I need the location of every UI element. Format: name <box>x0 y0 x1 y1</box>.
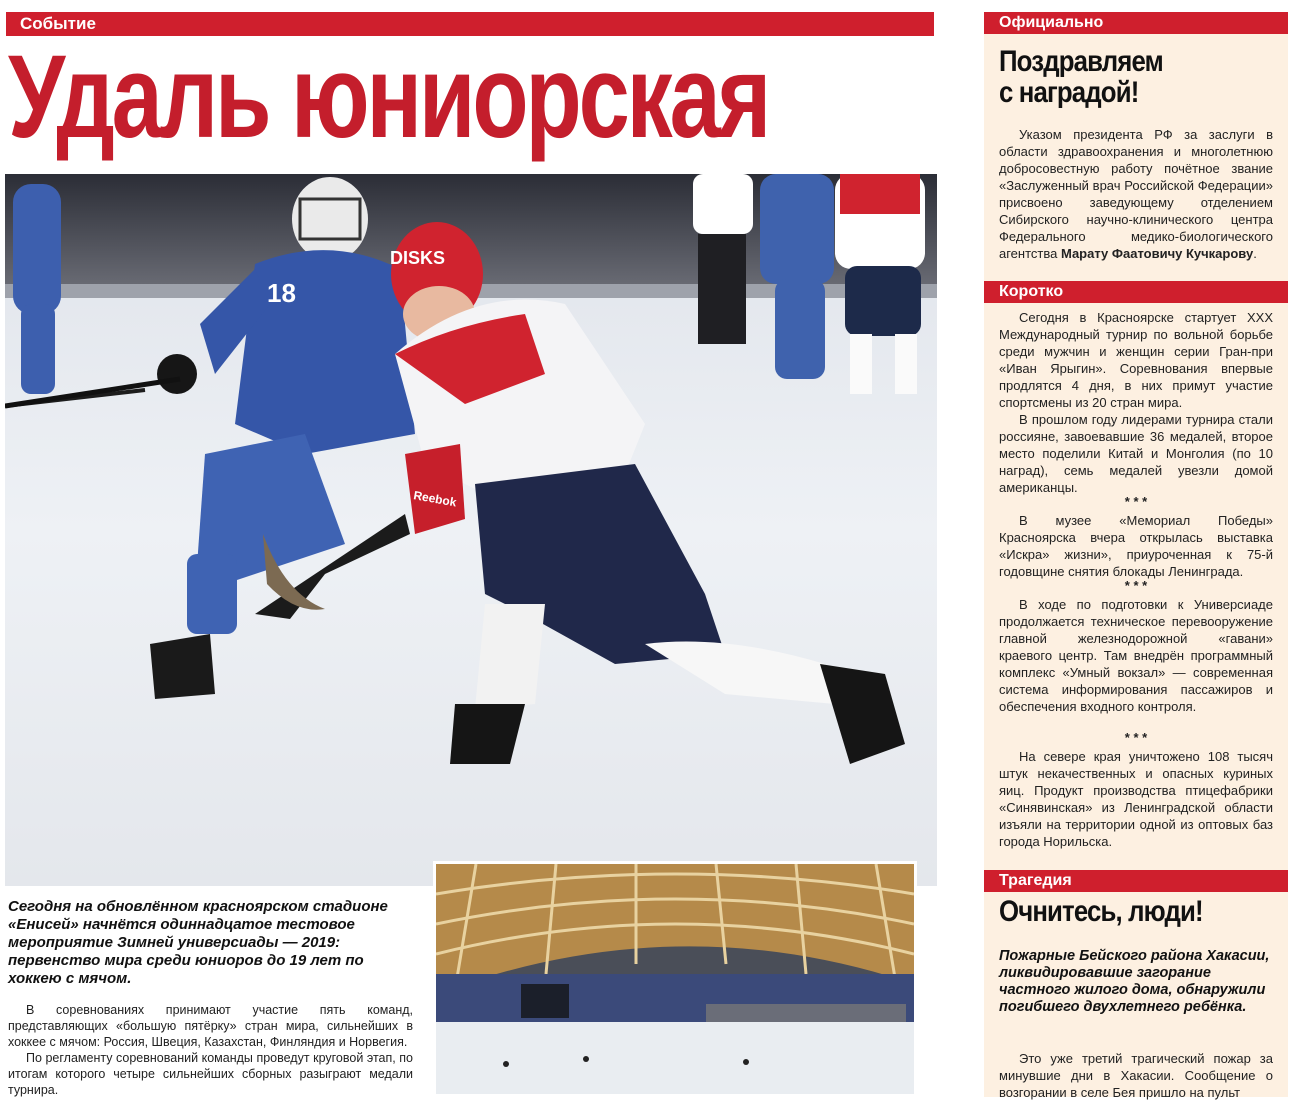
rubric-label: Официально <box>999 14 1104 31</box>
tragedy-lead: Пожарные Бейского района Хакасии, ликвидировавшие загорание частного жилого дома, обнаружили погибшего двухлетнего ребёнка. <box>999 948 1270 1015</box>
rubric-label: Трагедия <box>999 872 1072 889</box>
awardee-name: Марату Фаатовичу Кучкарову <box>1060 246 1254 261</box>
rubric-label: Событие <box>20 14 96 33</box>
hockey-photo <box>5 174 937 886</box>
rubric-bar-tragedy <box>984 870 1288 892</box>
headline: Удаль юниорская <box>8 31 769 163</box>
player-number: 18 <box>267 278 296 308</box>
glove-logo: Reebok <box>412 488 458 510</box>
separator: * * * <box>1124 494 1148 509</box>
article-paragraph: В соревнованиях принимают участие пять команд, представляющих «большую пятёрку» стран мира, сильнейших в хоккее с мячом: Россия, Швеция, Казахстан, Финляндия и Норвегия. <box>8 1003 413 1049</box>
brief-paragraph: На севере края уничтожено 108 тысяч штук некачественных и опасных куриных яиц. Продукт производства птицефабрики «Синявинская» из Ленинградской области изъяли на территории одной из оптовых баз города Норильска. <box>999 749 1273 849</box>
article-paragraph: По регламенту соревнований команды проведут круговой этап, по итогам которого четыре сильнейших сборных разыграют медали турнира. <box>8 1051 413 1097</box>
tragedy-text: Это уже третий трагический пожар за минувшие дни в Хакасии. Сообщение о возгорании в селе Бея пришло на пульт <box>999 1051 1273 1100</box>
brief-paragraph: В ходе по подготовки к Универсиаде продолжается техническое перевооружение главной железнодорожной «гавани» краевого центр. Там внедрён программный комплекс «Умный вокзал» — современная система информирования пассажиров и обеспечения входного контроля. <box>999 597 1273 714</box>
brief-paragraph: Сегодня в Красноярске стартует XXX Международный турнир по вольной борьбе среди мужчин и женщин серии Гран-при «Иван Ярыгин». Соревнования впервые продлятся 4 дня, в них примут участие спортсмены из 20 стран мира. <box>999 310 1273 410</box>
separator: * * * <box>1124 730 1148 745</box>
official-title-line1: Поздравляем <box>999 45 1163 78</box>
article-lead: Сегодня на обновлённом красноярском стадионе «Енисей» начнётся одиннадцатое тестовое мероприятие Зимней универсиады — 2019: первенство мира среди юниоров до 19 лет по хоккею с мячом. <box>8 898 388 987</box>
official-title-line2: с наградой! <box>999 76 1139 109</box>
official-text: Указом президента РФ за заслуги в области здравоохранения и многолетнюю добросовестную работу почётное звание «Заслуженный врач Российской Федерации» присвоено заведующему отделением Сибирского научно-клинического центра Федерального медико-биологического агентства Марату Фаатовичу Кучкарову. <box>999 127 1273 261</box>
rubric-bar-official <box>984 12 1288 34</box>
sidebar <box>984 12 1288 1100</box>
brief-paragraph: В музее «Мемориал Победы» Красноярска вчера открылась выставка «Искра» жизни», приуроченная к 75-й годовщине снятия блокады Ленинграда. <box>999 513 1273 579</box>
arena-photo <box>433 861 917 1097</box>
rubric-bar-brief <box>984 281 1288 303</box>
separator: * * * <box>1124 578 1148 593</box>
helmet-logo: DISKS <box>390 248 446 268</box>
tragedy-title: Очнитесь, люди! <box>999 895 1203 928</box>
brief-paragraph: В прошлом году лидерами турнира стали россияне, завоевавшие 36 медалей, второе место поделили Китай и Монголия (по 10 наград), семь медалей увезли домой американцы. <box>999 412 1273 495</box>
rubric-label: Коротко <box>999 283 1064 300</box>
